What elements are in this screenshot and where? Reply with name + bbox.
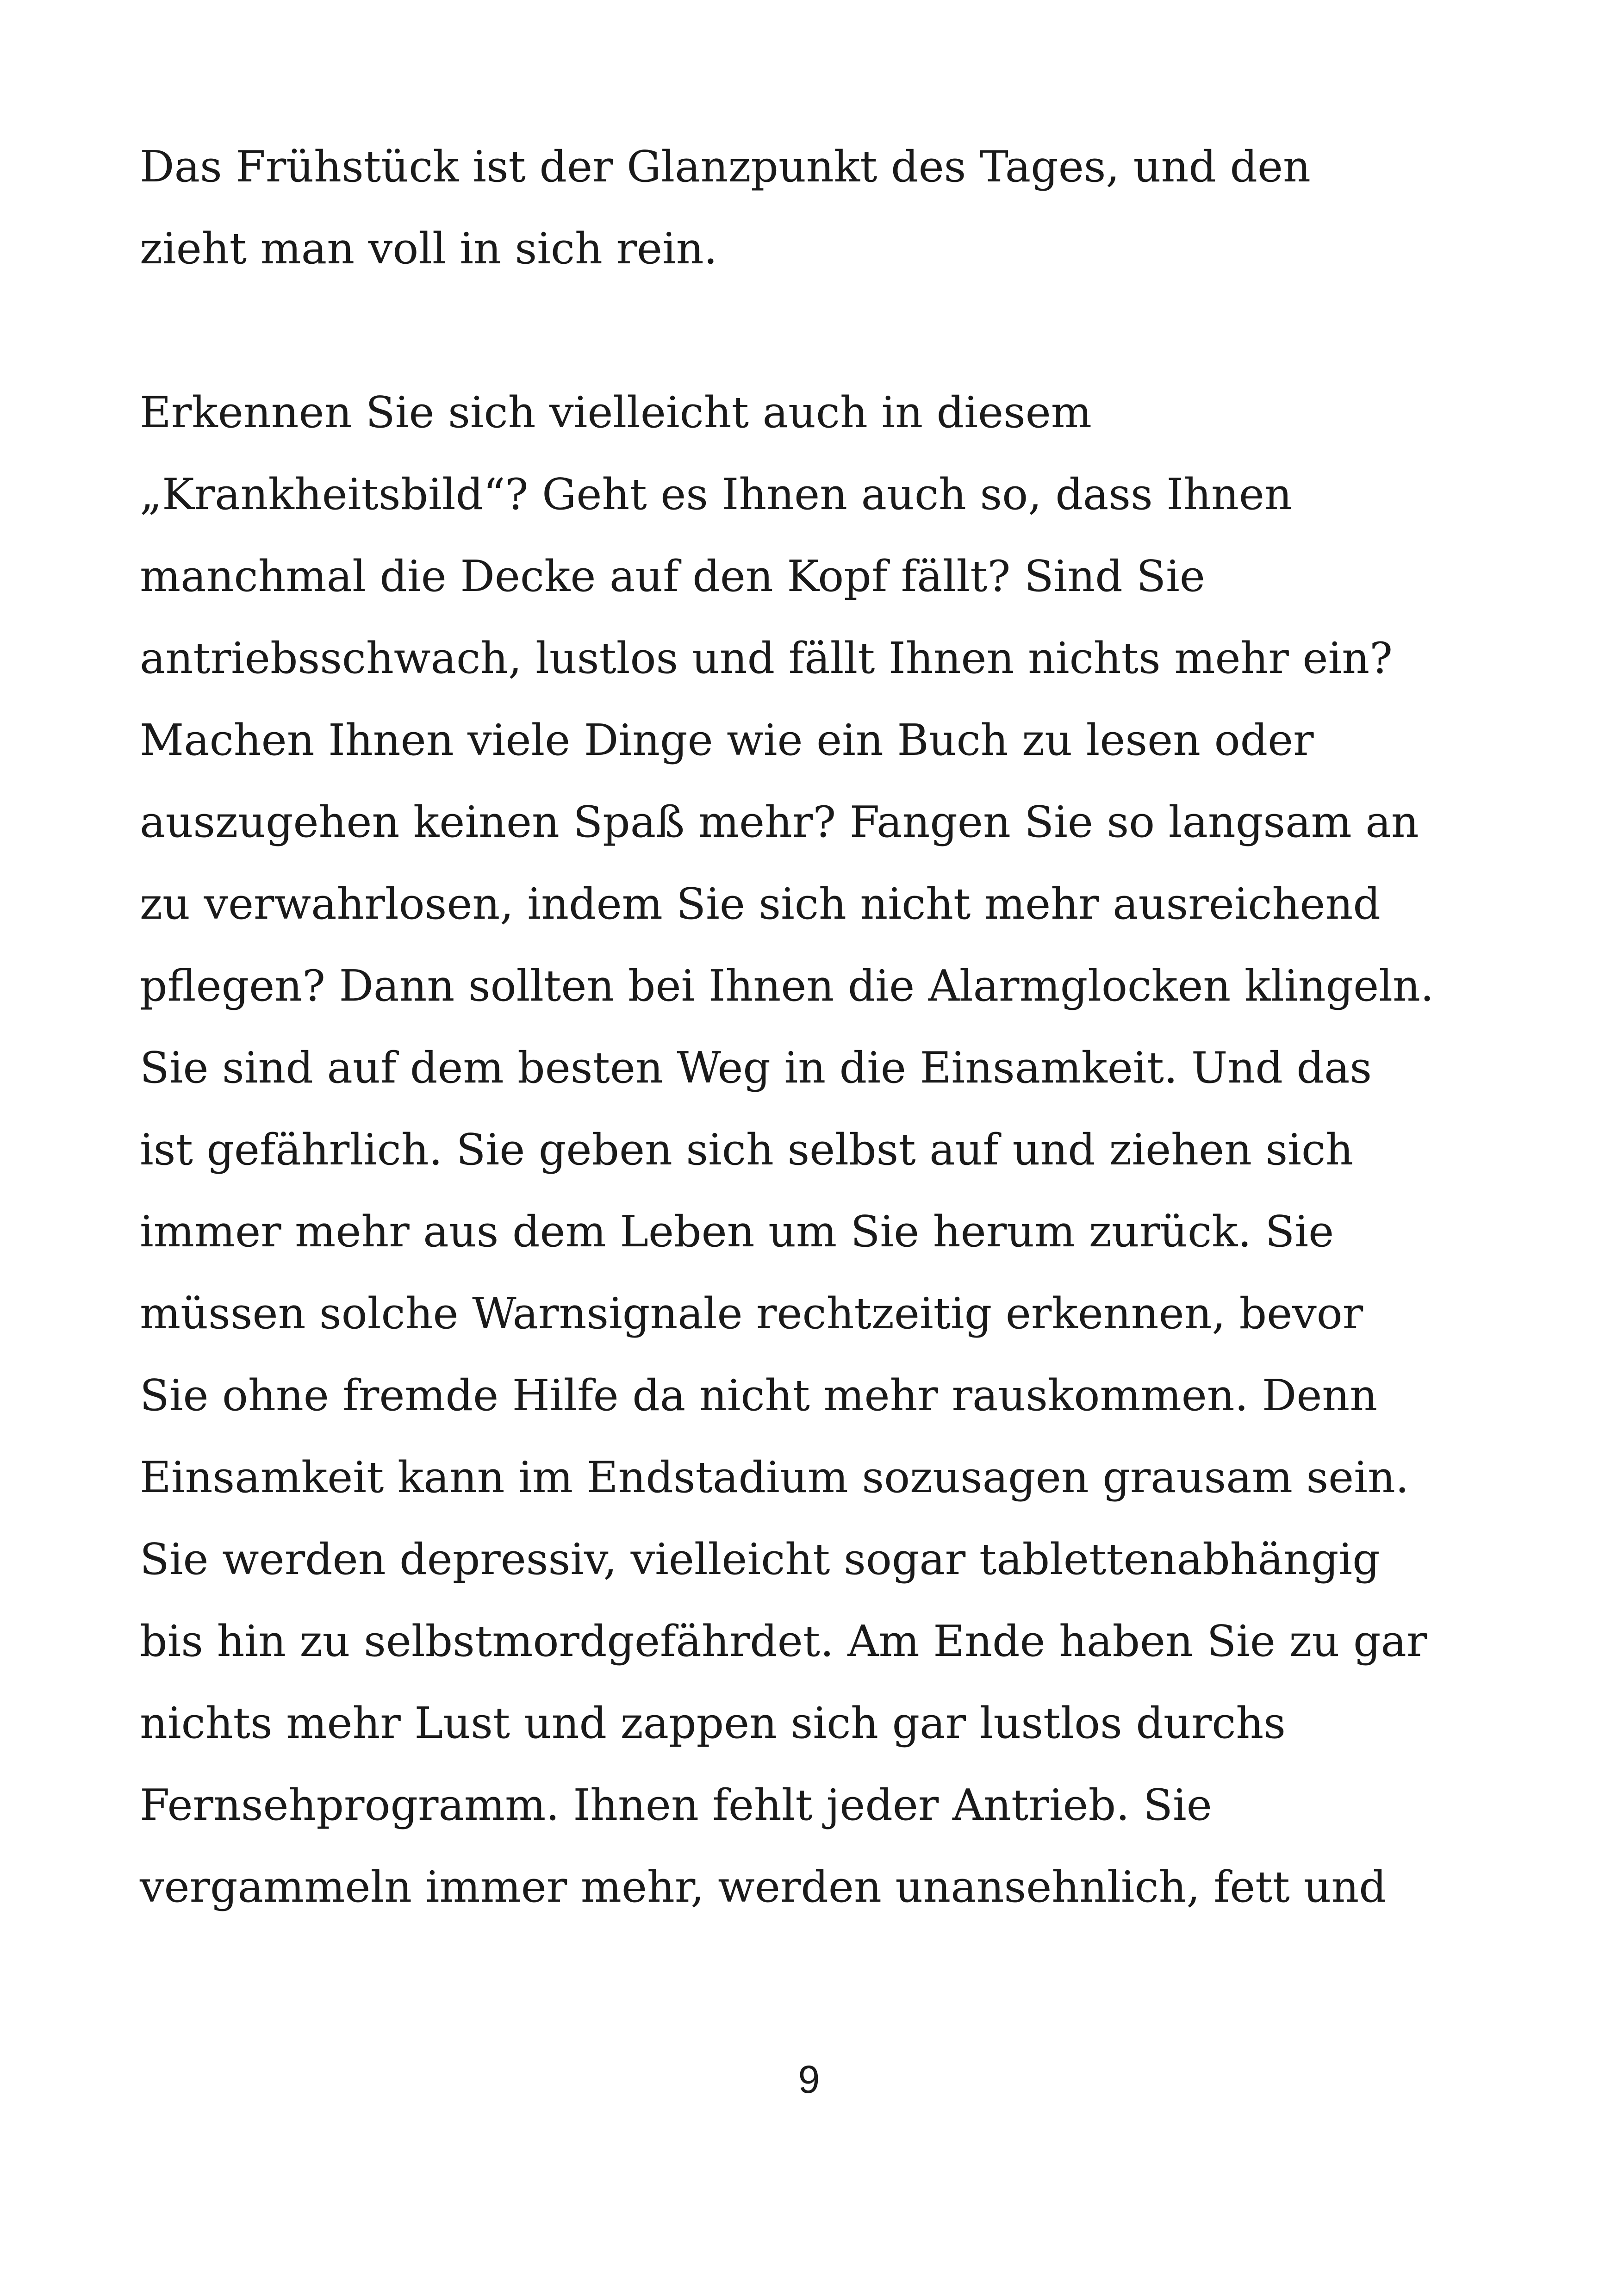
page-number: 9 [798,2058,820,2101]
text-line: Machen Ihnen viele Dinge wie ein Buch zu lesen oder [140,715,1314,765]
text-line: ist gefährlich. Sie geben sich selbst auf und ziehen sich [140,1125,1353,1175]
text-line: zieht man voll in sich rein. [140,224,718,274]
text-line: „Krankheitsbild“? Geht es Ihnen auch so, dass Ihnen [140,469,1292,519]
text-line: bis hin zu selbstmordgefährdet. Am Ende haben Sie zu gar [140,1616,1427,1666]
paragraph-1 [140,126,1528,290]
paragraph-spacer [140,290,1528,372]
text-line: manchmal die Decke auf den Kopf fällt? Sind Sie [140,551,1205,601]
text-line: immer mehr aus dem Leben um Sie herum zurück. Sie [140,1207,1334,1257]
paragraph-2 [140,372,1528,1928]
text-line: Fernsehprogramm. Ihnen fehlt jeder Antrieb. Sie [140,1780,1212,1830]
text-line: auszugehen keinen Spaß mehr? Fangen Sie so langsam an [140,797,1419,847]
text-line: vergammeln immer mehr, werden unansehnlich, fett und [140,1862,1387,1912]
body-text [140,126,1528,1928]
text-line: Sie sind auf dem besten Weg in die Einsamkeit. Und das [140,1043,1372,1093]
text-line: Einsamkeit kann im Endstadium sozusagen grausam sein. [140,1452,1409,1502]
text-line: antriebsschwach, lustlos und fällt Ihnen nichts mehr ein? [140,633,1393,683]
text-line: Das Frühstück ist der Glanzpunkt des Tages, und den [140,142,1311,192]
text-line: nichts mehr Lust und zappen sich gar lustlos durchs [140,1698,1286,1748]
text-line: Erkennen Sie sich vielleicht auch in diesem [140,387,1092,437]
text-line: Sie werden depressiv, vielleicht sogar tablettenabhängig [140,1534,1380,1584]
text-line: müssen solche Warnsignale rechtzeitig erkennen, bevor [140,1288,1363,1338]
text-line: pflegen? Dann sollten bei Ihnen die Alarmglocken klingeln. [140,961,1434,1011]
text-line: Sie ohne fremde Hilfe da nicht mehr rauskommen. Denn [140,1370,1378,1420]
text-line: zu verwahrlosen, indem Sie sich nicht mehr ausreichend [140,879,1381,929]
